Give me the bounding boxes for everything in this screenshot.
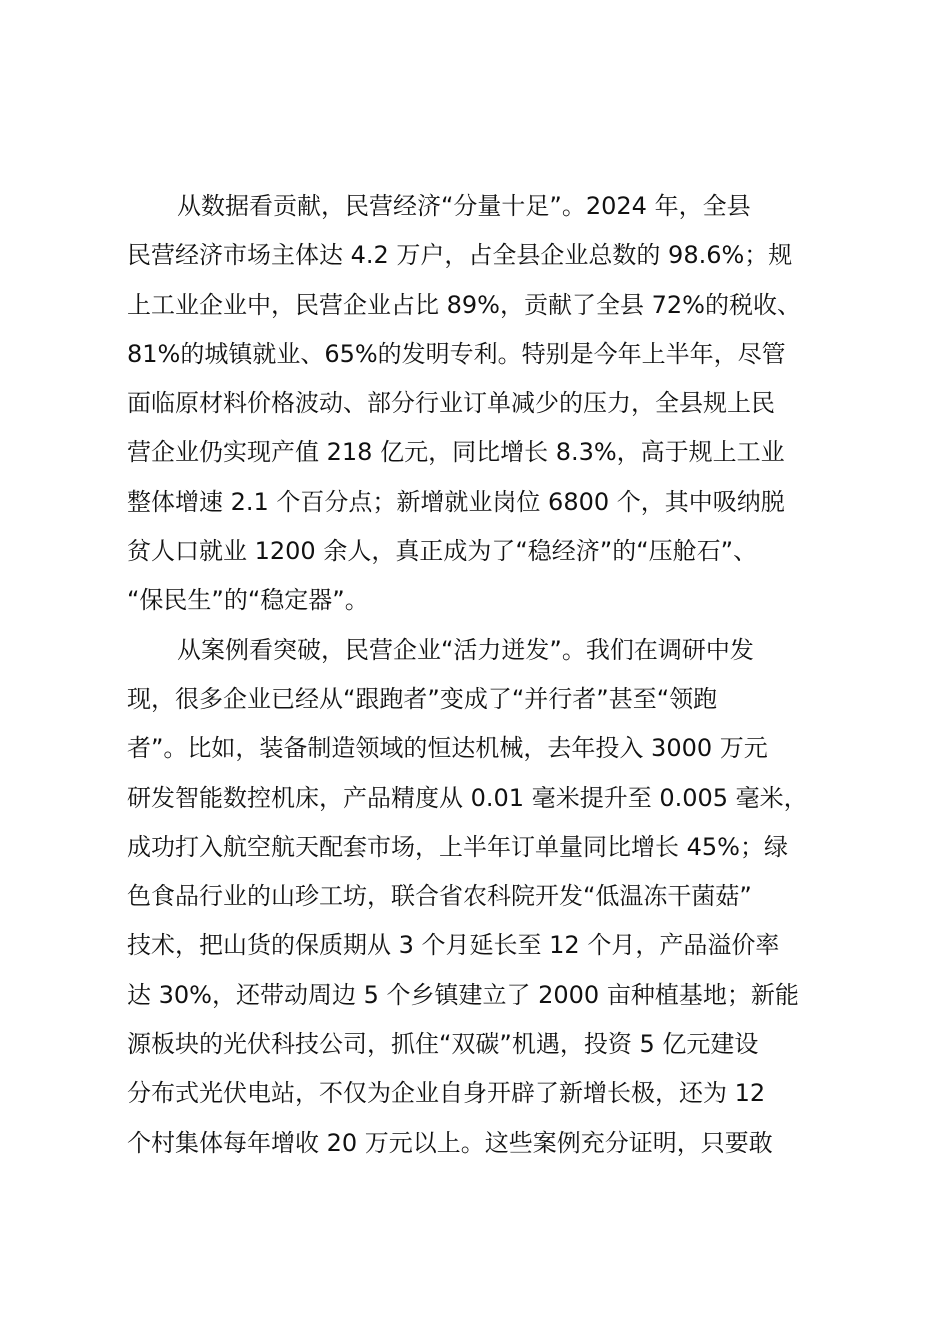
paragraph-line: “保民生”的“稳定器”。 (127, 586, 369, 615)
document-body (127, 182, 833, 1168)
paragraph-line: 源板块的光伏科技公司，抓住“双碳”机遇，投资 5 亿元建设 (127, 1030, 759, 1059)
paragraph-line: 面临原材料价格波动、部分行业订单减少的压力，全县规上民 (127, 389, 775, 418)
paragraph-line: 上工业企业中，民营企业占比 89%，贡献了全县 72%的税收、 (127, 290, 801, 319)
paragraph-line: 民营经济市场主体达 4.2 万户，占全县企业总数的 98.6%；规 (127, 241, 793, 270)
paragraph-line: 个村集体每年增收 20 万元以上。这些案例充分证明，只要敢 (127, 1128, 773, 1157)
paragraph-line: 现，很多企业已经从“跟跑者”变成了“并行者”甚至“领跑 (127, 684, 718, 713)
paragraph-line: 营企业仍实现产值 218 亿元，同比增长 8.3%，高于规上工业 (127, 438, 785, 467)
paragraph-data-contribution (127, 182, 833, 626)
paragraph-line: 研发智能数控机床，产品精度从 0.01 毫米提升至 0.005 毫米， (127, 783, 808, 812)
paragraph-line: 者”。比如，装备制造领域的恒达机械，去年投入 3000 万元 (127, 734, 768, 763)
paragraph-line: 技术，把山货的保质期从 3 个月延长至 12 个月，产品溢价率 (127, 931, 780, 960)
paragraph-line: 色食品行业的山珍工坊，联合省农科院开发“低温冻干菌菇” (127, 882, 752, 911)
paragraph-line: 成功打入航空航天配套市场，上半年订单量同比增长 45%；绿 (127, 832, 788, 861)
paragraph-line: 从数据看贡献，民营经济“分量十足”。2024 年，全县 (177, 192, 751, 220)
paragraph-line: 整体增速 2.1 个百分点；新增就业岗位 6800 个，其中吸纳脱 (127, 487, 785, 516)
paragraph-line: 81%的城镇就业、65%的发明专利。特别是今年上半年，尽管 (127, 339, 786, 368)
paragraph-line: 从案例看突破，民营企业“活力迸发”。我们在调研中发 (177, 635, 754, 664)
paragraph-line: 分布式光伏电站，不仅为企业自身开辟了新增长极，还为 12 (127, 1079, 766, 1108)
paragraph-line: 达 30%，还带动周边 5 个乡镇建立了 2000 亩种植基地；新能 (127, 980, 799, 1009)
paragraph-case-breakthrough (127, 626, 833, 1168)
paragraph-line: 贫人口就业 1200 余人，真正成为了“稳经济”的“压舱石”、 (127, 537, 758, 566)
